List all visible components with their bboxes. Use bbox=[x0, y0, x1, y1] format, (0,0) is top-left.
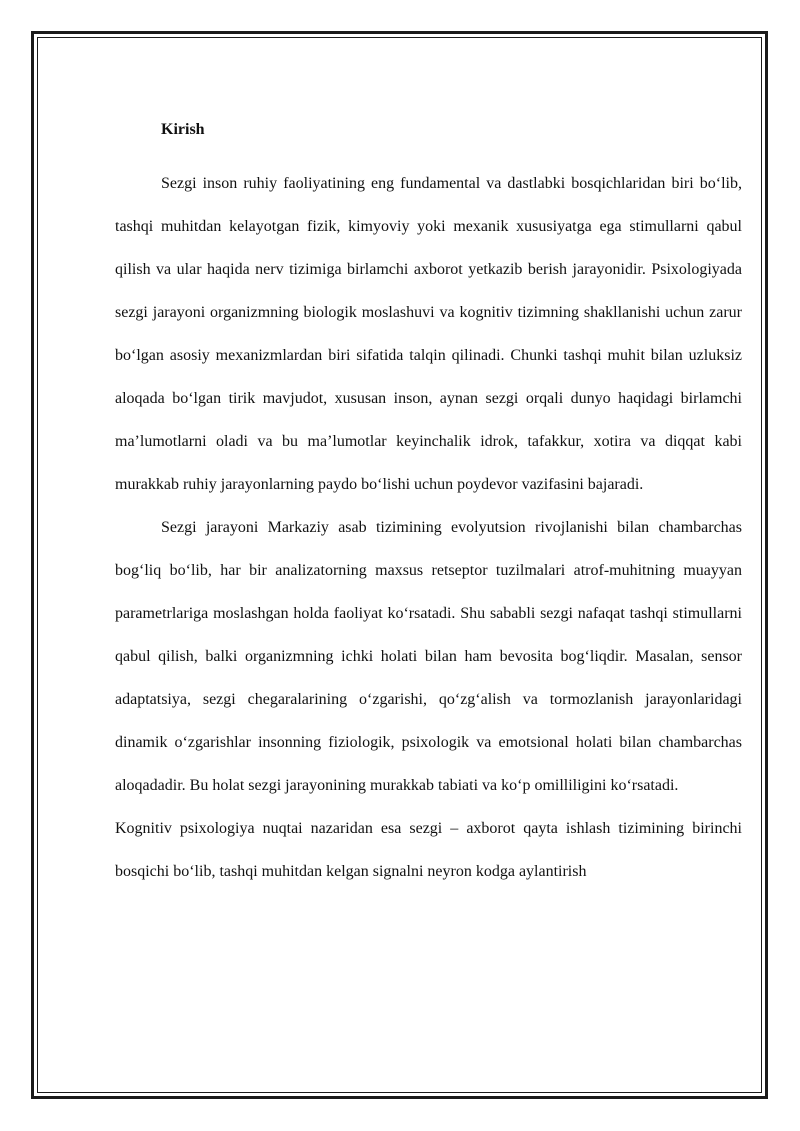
paragraph: Kognitiv psixologiya nuqtai nazaridan esa sezgi – axborot qayta ishlash tizimining birinchi bosqichi bo‘lib, tashqi muhitdan kelgan signalni neyron kodga aylantirish bbox=[115, 820, 742, 880]
section-heading: Kirish bbox=[161, 121, 205, 138]
paragraph: Sezgi inson ruhiy faoliyatining eng fundamental va dastlabki bosqichlaridan biri bo‘lib, tashqi muhitdan kelayotgan fizik, kimyoviy yoki mexanik xususiyatga ega stimullarni qabul qilish va ular haqida nerv tizimiga birlamchi axborot yetkazib berish jarayonidir. Psixologiyada sezgi jarayoni organizmning biologik moslashuvi va kognitiv tizimning shakllanishi uchun zarur bo‘lgan asosiy mexanizmlardan biri sifatida talqin qilinadi. Chunki tashqi muhit bilan uzluksiz aloqada bo‘lgan tirik mavjudot, xususan inson, aynan sezgi orqali dunyo haqidagi birlamchi ma’lumotlarni oladi va bu ma’lumotlar keyinchalik idrok, tafakkur, xotira va diqqat kabi murakkab ruhiy jarayonlarning paydo bo‘lishi uchun poydevor vazifasini bajaradi. bbox=[115, 175, 742, 493]
paragraph: Sezgi jarayoni Markaziy asab tizimining evolyutsion rivojlanishi bilan chambarchas bog‘liq bo‘lib, har bir analizatorning maxsus retseptor tuzilmalari atrof-muhitning muayyan parametrlariga moslashgan holda faoliyat ko‘rsatadi. Shu sababli sezgi nafaqat tashqi stimullarni qabul qilish, balki organizmning ichki holati bilan ham bevosita bog‘liqdir. Masalan, sensor adaptatsiya, sezgi chegaralarining o‘zgarishi, qo‘zg‘alish va tormozlanish jarayonlaridagi dinamik o‘zgarishlar insonning fiziologik, psixologik va emotsional holati bilan chambarchas aloqadadir. Bu holat sezgi jarayonining murakkab tabiati va ko‘p omilliligini ko‘rsatadi. bbox=[115, 519, 742, 794]
document-body bbox=[115, 118, 742, 893]
